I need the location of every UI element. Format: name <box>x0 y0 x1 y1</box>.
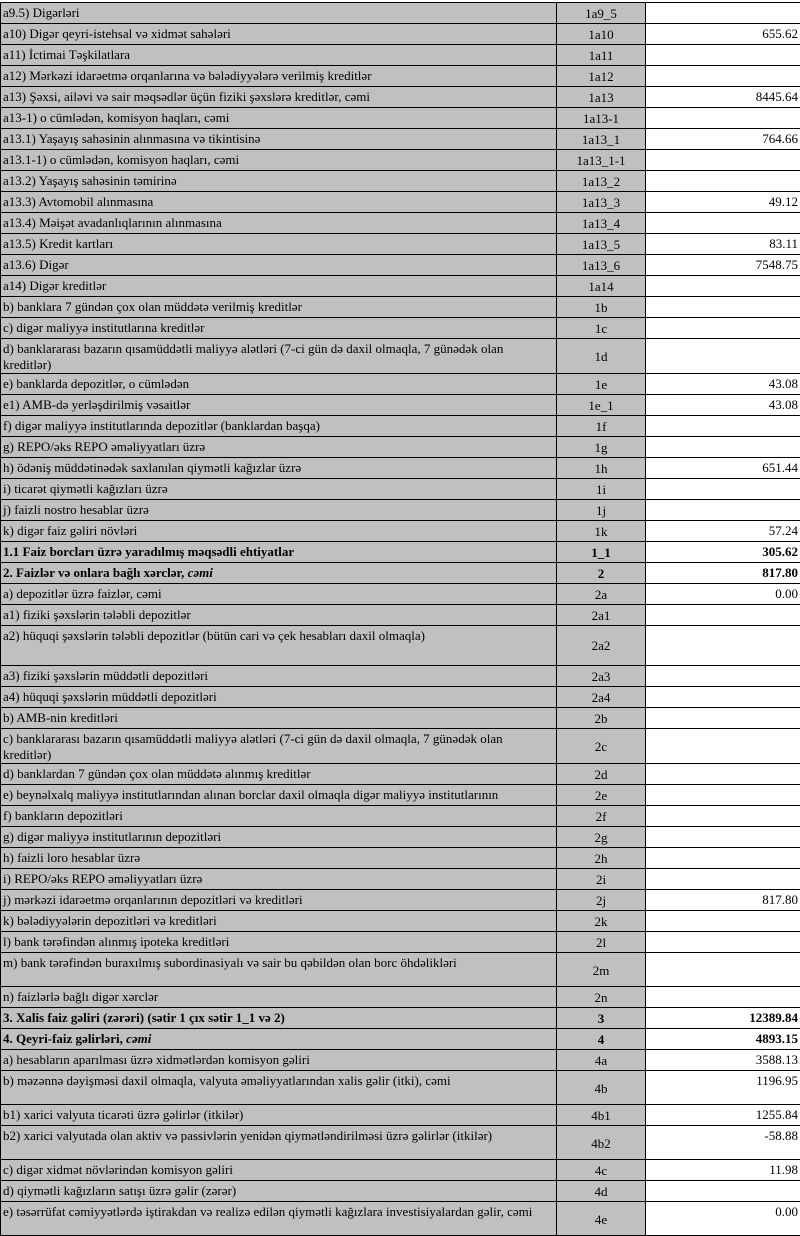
row-label-text: b1) xarici valyuta ticarəti üzrə gəlirlər (itkilər) <box>3 1107 243 1122</box>
row-label-cell <box>1 213 557 234</box>
table-row <box>1 1071 800 1105</box>
row-label-cell <box>1 87 557 108</box>
row-code-cell: 1g <box>557 437 646 458</box>
row-label-cell <box>1 150 557 171</box>
row-value-cell <box>646 785 800 806</box>
row-value-cell <box>646 150 800 171</box>
row-value-cell: 3588.13 <box>646 1050 800 1071</box>
row-code-cell: 2l <box>557 932 646 953</box>
row-label-cell <box>1 911 557 932</box>
table-row <box>1 339 800 374</box>
row-value-cell <box>646 416 800 437</box>
row-label-text: n) faizlərlə bağlı digər xərclər <box>3 989 158 1004</box>
table-row <box>1 458 800 479</box>
row-value-cell: 817.80 <box>646 890 800 911</box>
table-row <box>1 1008 800 1029</box>
table-row <box>1 234 800 255</box>
table-row <box>1 708 800 729</box>
table-row <box>1 416 800 437</box>
row-value-cell <box>646 171 800 192</box>
row-label-cell <box>1 708 557 729</box>
row-label-text: a13.1) Yaşayış sahəsinin alınmasına və tikintisinə <box>3 131 260 146</box>
row-code-cell: 2a <box>557 584 646 605</box>
row-value-cell <box>646 827 800 848</box>
row-label-cell <box>1 869 557 890</box>
row-value-cell <box>646 987 800 1008</box>
row-code-cell: 1a11 <box>557 45 646 66</box>
row-label-cell <box>1 276 557 297</box>
row-label-text: a13.3) Avtomobil alınmasına <box>3 194 153 209</box>
row-value-cell <box>646 479 800 500</box>
row-value-cell: 0.00 <box>646 584 800 605</box>
row-label-cell <box>1 255 557 276</box>
row-label-cell <box>1 1029 557 1050</box>
row-code-cell: 4b1 <box>557 1105 646 1126</box>
row-code-cell: 2i <box>557 869 646 890</box>
row-value-cell <box>646 626 800 666</box>
row-code-cell: 2a2 <box>557 626 646 666</box>
table-row <box>1 87 800 108</box>
row-code-cell: 3 <box>557 1008 646 1029</box>
row-code-cell: 2j <box>557 890 646 911</box>
table-row <box>1 605 800 626</box>
row-value-cell <box>646 953 800 987</box>
row-label-cell <box>1 1181 557 1202</box>
row-label-cell <box>1 563 557 584</box>
table-row <box>1 66 800 87</box>
row-code-cell: 2 <box>557 563 646 584</box>
row-label-cell <box>1 24 557 45</box>
row-label-text: a12) Mərkəzi idarəetmə orqanlarına və bələdiyyələrə verilmiş kreditlər <box>3 68 372 83</box>
row-value-cell <box>646 729 800 764</box>
row-label-text: e) beynəlxalq maliyyə institutlarından alınan borclar daxil olmaqla digər maliyyə institutlarının <box>3 787 498 802</box>
table-row <box>1 1160 800 1181</box>
row-code-cell: 2f <box>557 806 646 827</box>
row-label-text: b2) xarici valyutada olan aktiv və passivlərin yenidən qiymətləndirilməsi üzrə gəlirlər (itkilər) <box>3 1128 492 1143</box>
row-label-text: a13.2) Yaşayış sahəsinin təmirinə <box>3 173 177 188</box>
row-code-cell: 4b <box>557 1071 646 1105</box>
table-row <box>1 869 800 890</box>
row-label-cell <box>1 192 557 213</box>
row-label-cell <box>1 66 557 87</box>
row-label-cell <box>1 764 557 785</box>
row-label-cell <box>1 1105 557 1126</box>
row-value-cell: 57.24 <box>646 521 800 542</box>
row-label-text: a10) Digər qeyri-istehsal və xidmət sahələri <box>3 26 231 41</box>
row-label-cell <box>1 500 557 521</box>
row-value-cell <box>646 848 800 869</box>
row-code-cell: 1a13_2 <box>557 171 646 192</box>
row-code-cell: 2d <box>557 764 646 785</box>
row-label-italic-text: cəmi <box>126 1031 151 1046</box>
row-label-text: a) hesabların aparılması üzrə xidmətlərdən komisyon gəliri <box>3 1052 310 1067</box>
row-label-text: e) təsərrüfat cəmiyyətlərdə iştirakdan və realizə edilən qiymətli kağızlara investisiyalardan gəlir, cəmi <box>3 1204 532 1219</box>
table-row <box>1 1029 800 1050</box>
table-row <box>1 687 800 708</box>
row-label-text: 2. Faizlər və onlara bağlı xərclər, <box>3 565 188 580</box>
row-label-text: a13.5) Kredit kartları <box>3 236 113 251</box>
row-code-cell: 2h <box>557 848 646 869</box>
row-label-text: m) bank tərəfindən buraxılmış subordinasiyalı və sair bu qəbildən olan borc öhdəlikləri <box>3 955 457 970</box>
row-value-cell <box>646 687 800 708</box>
row-label-cell <box>1 45 557 66</box>
row-code-cell: 1j <box>557 500 646 521</box>
row-label-text: a2) hüquqi şəxslərin tələbli depozitlər (bütün cari və çek hesabları daxil olmaqla) <box>3 628 425 643</box>
row-label-cell <box>1 521 557 542</box>
row-value-cell: 1196.95 <box>646 1071 800 1105</box>
row-label-text: a13.4) Məişət avadanlıqlarının alınmasına <box>3 215 222 230</box>
row-value-cell <box>646 932 800 953</box>
row-label-text: d) banklararası bazarın qısamüddətli maliyyə alətləri (7-ci gün də daxil olmaqla, 7 günədək olan kreditlər) <box>3 341 503 372</box>
row-label-text: a3) fiziki şəxslərin müddətli depozitləri <box>3 668 208 683</box>
row-label-text: h) faizli loro hesablar üzrə <box>3 850 140 865</box>
table-row <box>1 500 800 521</box>
row-label-text: k) digər faiz gəliri növləri <box>3 523 137 538</box>
table-row <box>1 318 800 339</box>
table-row <box>1 932 800 953</box>
row-label-text: l) bank tərəfindən alınmış ipoteka kreditləri <box>3 934 229 949</box>
row-code-cell: 1k <box>557 521 646 542</box>
row-code-cell: 2b <box>557 708 646 729</box>
row-label-cell <box>1 806 557 827</box>
row-label-text: c) digər maliyyə institutlarına kreditlər <box>3 320 204 335</box>
row-code-cell: 1a13_3 <box>557 192 646 213</box>
row-label-cell <box>1 1050 557 1071</box>
row-code-cell: 4d <box>557 1181 646 1202</box>
row-label-cell <box>1 932 557 953</box>
row-value-cell: 8445.64 <box>646 87 800 108</box>
row-label-text: a14) Digər kreditlər <box>3 278 106 293</box>
row-code-cell: 1c <box>557 318 646 339</box>
table-row <box>1 729 800 764</box>
row-value-cell <box>646 66 800 87</box>
row-label-cell <box>1 626 557 666</box>
table-row <box>1 890 800 911</box>
row-code-cell: 2a3 <box>557 666 646 687</box>
table-row <box>1 1202 800 1236</box>
row-label-text: a9.5) Digərləri <box>3 5 80 20</box>
row-code-cell: 2g <box>557 827 646 848</box>
row-value-cell: 1255.84 <box>646 1105 800 1126</box>
row-code-cell: 4a <box>557 1050 646 1071</box>
row-label-cell <box>1 171 557 192</box>
row-label-cell <box>1 605 557 626</box>
row-label-cell <box>1 1202 557 1236</box>
row-label-cell <box>1 542 557 563</box>
table-row <box>1 1126 800 1160</box>
row-label-cell <box>1 458 557 479</box>
table-row <box>1 626 800 666</box>
table-row <box>1 213 800 234</box>
table-row <box>1 3 800 24</box>
row-value-cell <box>646 764 800 785</box>
table-row <box>1 479 800 500</box>
row-label-text: f) digər maliyyə institutlarında depozitlər (banklardan başqa) <box>3 418 320 433</box>
row-label-cell <box>1 687 557 708</box>
row-label-cell <box>1 848 557 869</box>
row-value-cell: 655.62 <box>646 24 800 45</box>
row-code-cell: 1a13 <box>557 87 646 108</box>
row-label-text: a13.1-1) o cümlədən, komisyon haqları, cəmi <box>3 152 239 167</box>
row-label-cell <box>1 234 557 255</box>
row-value-cell: 43.08 <box>646 374 800 395</box>
row-label-text: c) digər xidmət növlərindən komisyon gəliri <box>3 1162 233 1177</box>
row-code-cell: 1_1 <box>557 542 646 563</box>
row-label-text: d) qiymətli kağızların satışı üzrə gəlir (zərər) <box>3 1183 236 1198</box>
table-row <box>1 1181 800 1202</box>
row-value-cell: 764.66 <box>646 129 800 150</box>
row-label-text: d) banklardan 7 gündən çox olan müddətə alınmış kreditlər <box>3 766 311 781</box>
row-label-text: e1) AMB-də yerləşdirilmiş vəsaitlər <box>3 397 190 412</box>
row-code-cell: 4e <box>557 1202 646 1236</box>
table-row <box>1 171 800 192</box>
row-label-cell <box>1 374 557 395</box>
row-label-cell <box>1 395 557 416</box>
row-label-text: e) banklarda depozitlər, o cümlədən <box>3 376 189 391</box>
row-code-cell: 2e <box>557 785 646 806</box>
row-label-cell <box>1 1071 557 1105</box>
row-code-cell: 1a13_4 <box>557 213 646 234</box>
row-label-text: a13) Şəxsi, ailəvi və sair məqsədlər üçün fiziki şəxslərə kreditlər, cəmi <box>3 89 370 104</box>
row-value-cell <box>646 108 800 129</box>
row-label-text: a4) hüquqi şəxslərin müddətli depozitləri <box>3 689 217 704</box>
table-row <box>1 297 800 318</box>
row-label-cell <box>1 479 557 500</box>
row-value-cell: 651.44 <box>646 458 800 479</box>
row-label-text: c) banklararası bazarın qısamüddətli maliyyə alətləri (7-ci gün də daxil olmaqla, 7 günədək olan kreditlər) <box>3 731 503 762</box>
row-label-text: j) faizli nostro hesablar üzrə <box>3 502 149 517</box>
row-value-cell: 4893.15 <box>646 1029 800 1050</box>
row-value-cell <box>646 318 800 339</box>
row-label-cell <box>1 1126 557 1160</box>
table-row <box>1 584 800 605</box>
row-code-cell: 1a9_5 <box>557 3 646 24</box>
row-code-cell: 1a13_5 <box>557 234 646 255</box>
row-code-cell: 1h <box>557 458 646 479</box>
row-value-cell <box>646 869 800 890</box>
row-code-cell: 1i <box>557 479 646 500</box>
row-label-cell <box>1 108 557 129</box>
row-code-cell: 1a10 <box>557 24 646 45</box>
row-label-text: k) bələdiyyələrin depozitləri və kreditləri <box>3 913 217 928</box>
row-label-text: a11) İctimai Təşkilatlara <box>3 47 130 62</box>
row-code-cell: 2c <box>557 729 646 764</box>
table-row <box>1 45 800 66</box>
row-label-text: i) REPO/əks REPO əməliyyatları üzrə <box>3 871 202 886</box>
row-code-cell: 1a13_1-1 <box>557 150 646 171</box>
row-value-cell <box>646 339 800 374</box>
row-value-cell: 817.80 <box>646 563 800 584</box>
row-label-text: a13.6) Digər <box>3 257 69 272</box>
table-row <box>1 666 800 687</box>
row-label-text: h) ödəniş müddətinədək saxlanılan qiymətli kağızlar üzrə <box>3 460 301 475</box>
row-code-cell: 2a1 <box>557 605 646 626</box>
row-code-cell: 1a13_1 <box>557 129 646 150</box>
table-row <box>1 848 800 869</box>
row-label-text: b) banklara 7 gündən çox olan müddətə verilmiş kreditlər <box>3 299 302 314</box>
row-label-text: f) bankların depozitləri <box>3 808 123 823</box>
row-label-text: a1) fiziki şəxslərin tələbli depozitlər <box>3 607 191 622</box>
row-value-cell <box>646 45 800 66</box>
row-label-text: b) məzənnə dəyişməsi daxil olmaqla, valyuta əməliyyatlarından xalis gəlir (itki), cəmi <box>3 1073 451 1088</box>
row-label-text: g) digər maliyyə institutlarının depozitləri <box>3 829 221 844</box>
table-row <box>1 1105 800 1126</box>
table-row <box>1 806 800 827</box>
row-value-cell <box>646 500 800 521</box>
row-label-text: 4. Qeyri-faiz gəlirləri, <box>3 1031 126 1046</box>
row-label-cell <box>1 953 557 987</box>
row-code-cell: 1a13-1 <box>557 108 646 129</box>
row-code-cell: 1e <box>557 374 646 395</box>
row-code-cell: 2a4 <box>557 687 646 708</box>
table-row <box>1 785 800 806</box>
row-code-cell: 1a12 <box>557 66 646 87</box>
row-label-cell <box>1 785 557 806</box>
table-row <box>1 764 800 785</box>
row-code-cell: 2m <box>557 953 646 987</box>
row-code-cell: 1a13_6 <box>557 255 646 276</box>
row-label-cell <box>1 729 557 764</box>
row-label-cell <box>1 987 557 1008</box>
row-value-cell: 12389.84 <box>646 1008 800 1029</box>
row-value-cell: 0.00 <box>646 1202 800 1236</box>
row-code-cell: 2k <box>557 911 646 932</box>
row-label-cell <box>1 890 557 911</box>
row-code-cell: 1d <box>557 339 646 374</box>
row-code-cell: 4c <box>557 1160 646 1181</box>
row-label-cell <box>1 339 557 374</box>
row-label-cell <box>1 318 557 339</box>
row-label-cell <box>1 129 557 150</box>
table-row <box>1 129 800 150</box>
row-code-cell: 1e_1 <box>557 395 646 416</box>
table-row <box>1 827 800 848</box>
row-label-cell <box>1 297 557 318</box>
row-label-italic-text: cəmi <box>188 565 213 580</box>
row-label-text: j) mərkəzi idarəetmə orqanlarının depozitləri və kreditləri <box>3 892 303 907</box>
table-row <box>1 24 800 45</box>
table-row <box>1 395 800 416</box>
row-value-cell <box>646 605 800 626</box>
row-value-cell <box>646 437 800 458</box>
table-row <box>1 953 800 987</box>
row-code-cell: 4b2 <box>557 1126 646 1160</box>
table-row <box>1 521 800 542</box>
table-row <box>1 192 800 213</box>
table-row <box>1 276 800 297</box>
row-value-cell <box>646 708 800 729</box>
row-code-cell: 1b <box>557 297 646 318</box>
row-label-text: a) depozitlər üzrə faizlər, cəmi <box>3 586 162 601</box>
table-row <box>1 987 800 1008</box>
financial-report-table <box>0 2 800 1236</box>
table-row <box>1 563 800 584</box>
row-code-cell: 4 <box>557 1029 646 1050</box>
report-table-body <box>1 3 800 1236</box>
row-label-cell <box>1 3 557 24</box>
row-label-text: 3. Xalis faiz gəliri (zərəri) (sətir 1 çıx sətir 1_1 və 2) <box>3 1010 285 1025</box>
row-value-cell <box>646 276 800 297</box>
row-code-cell: 1f <box>557 416 646 437</box>
row-label-text: b) AMB-nin kreditləri <box>3 710 118 725</box>
row-label-text: 1.1 Faiz borcları üzrə yaradılmış məqsədli ehtiyatlar <box>3 544 294 559</box>
table-row <box>1 150 800 171</box>
table-row <box>1 1050 800 1071</box>
row-label-text: i) ticarət qiymətli kağızları üzrə <box>3 481 168 496</box>
row-code-cell: 1a14 <box>557 276 646 297</box>
row-label-cell <box>1 437 557 458</box>
row-label-cell <box>1 1160 557 1181</box>
row-value-cell <box>646 1181 800 1202</box>
row-value-cell <box>646 3 800 24</box>
row-value-cell <box>646 213 800 234</box>
row-label-cell <box>1 584 557 605</box>
table-row <box>1 542 800 563</box>
row-value-cell: 305.62 <box>646 542 800 563</box>
table-row <box>1 108 800 129</box>
table-row <box>1 911 800 932</box>
row-label-cell <box>1 1008 557 1029</box>
row-value-cell: 43.08 <box>646 395 800 416</box>
row-value-cell <box>646 297 800 318</box>
row-value-cell: 11.98 <box>646 1160 800 1181</box>
table-row <box>1 437 800 458</box>
row-value-cell: 49.12 <box>646 192 800 213</box>
row-value-cell <box>646 911 800 932</box>
row-value-cell: 83.11 <box>646 234 800 255</box>
row-value-cell: 7548.75 <box>646 255 800 276</box>
row-label-cell <box>1 666 557 687</box>
row-label-cell <box>1 416 557 437</box>
row-value-cell: -58.88 <box>646 1126 800 1160</box>
row-label-text: a13-1) o cümlədən, komisyon haqları, cəmi <box>3 110 229 125</box>
table-row <box>1 374 800 395</box>
row-label-text: g) REPO/əks REPO əməliyyatları üzrə <box>3 439 205 454</box>
row-label-cell <box>1 827 557 848</box>
row-value-cell <box>646 666 800 687</box>
table-row <box>1 255 800 276</box>
row-code-cell: 2n <box>557 987 646 1008</box>
row-value-cell <box>646 806 800 827</box>
